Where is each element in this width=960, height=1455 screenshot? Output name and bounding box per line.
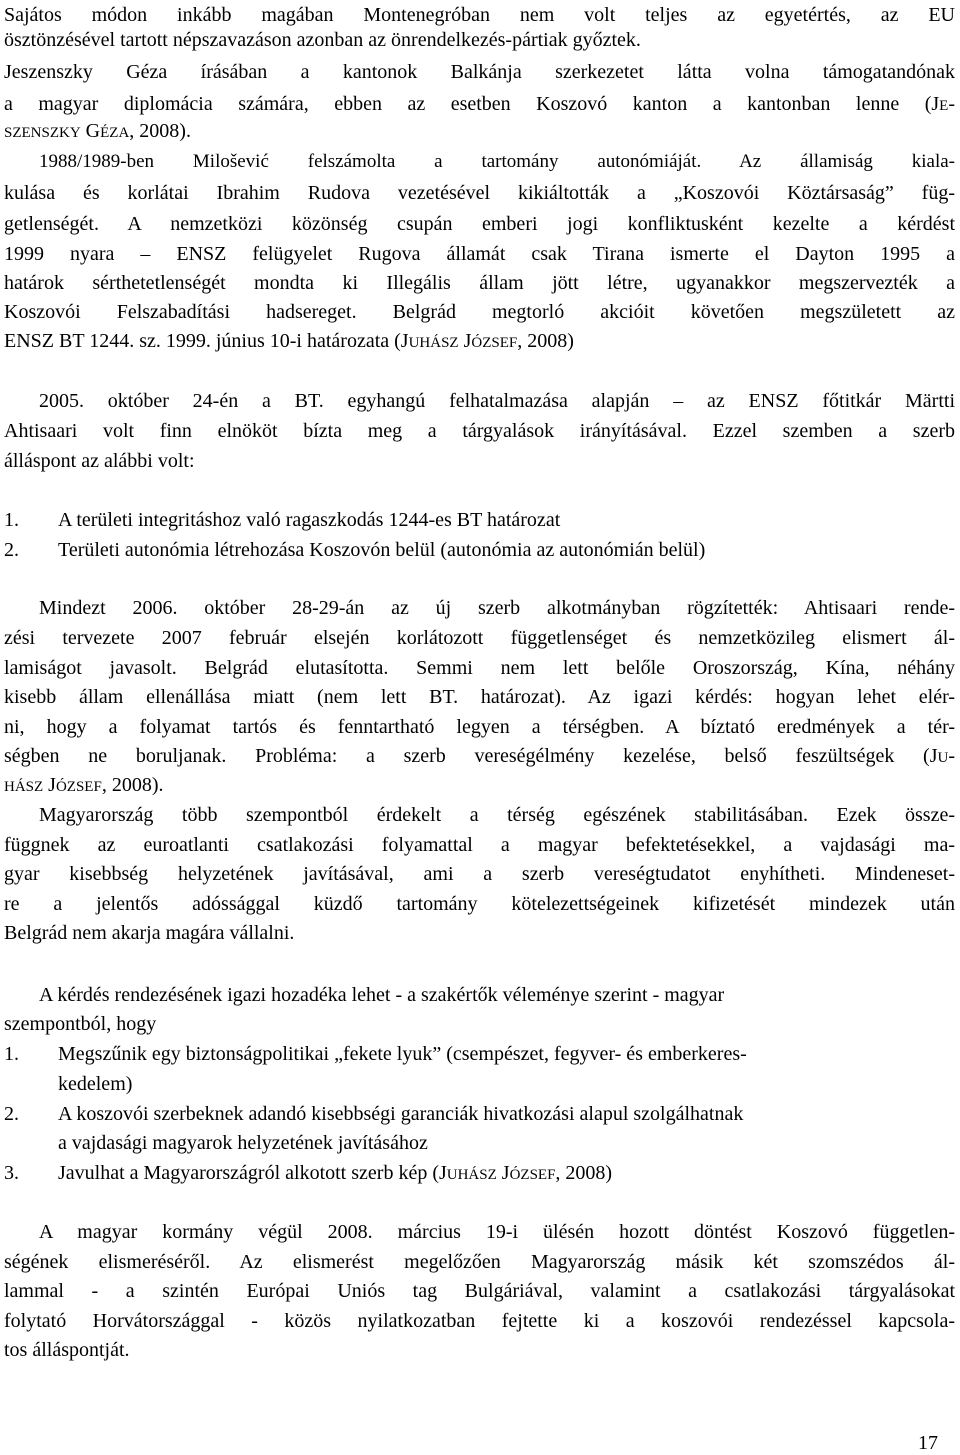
text-line: lamiságot javasolt. Belgrád elutasította. Semmi nem lett belőle Oroszország, Kína, néhány bbox=[4, 657, 955, 679]
text-line: 1999 nyara – ENSZ felügyelet Rugova államát csak Tirana ismerte el Dayton 1995 a bbox=[4, 243, 955, 265]
text-line: Magyarország több szempontból érdekelt a térség egészének stabilitásában. Ezek össze- bbox=[39, 804, 955, 826]
text-line: kisebb állam ellenállása miatt (nem lett BT. határozat). Az igazi kérdés: hogyan lehet elér- bbox=[4, 686, 955, 708]
text-line: Belgrád nem akarja magára vállalni. bbox=[4, 922, 295, 944]
text-line: 2005. október 24-én a BT. egyhangú felhatalmazása alapján – az ENSZ főtitkár Märtti bbox=[39, 390, 955, 412]
list-item: 1. Megszűnik egy biztonságpolitikai „fekete lyuk” (csempészet, fegyver- és emberkeres- bbox=[4, 1043, 747, 1065]
text-line: A kérdés rendezésének igazi hozadéka lehet - a szakértők véleménye szerint - magyar bbox=[39, 984, 725, 1006]
text-line: 1988/1989-ben Milošević felszámolta a tartomány autonómiáját. Az államiság kiala- bbox=[39, 151, 955, 172]
text-line: szempontból, hogy bbox=[4, 1013, 157, 1035]
text-line: Jeszenszky Géza írásában a kantonok Balkánja szerkezetet látta volna támogatandónak bbox=[4, 61, 955, 83]
text-line: A magyar kormány végül 2008. március 19-i ülésén hozott döntést Koszovó független- bbox=[39, 1221, 955, 1243]
text-line: kulása és korlátai Ibrahim Rudova vezetésével kikiáltották a „Koszovói Köztársaság” füg- bbox=[4, 182, 955, 204]
text-line: álláspont az alábbi volt: bbox=[4, 450, 195, 472]
page-number: 17 bbox=[918, 1432, 938, 1454]
text-line: Koszovói Felszabadítási hadsereget. Belgrád megtorló akcióit követően megszületett az bbox=[4, 301, 955, 323]
text-line: határok sérthetetlenségét mondta ki Illegális állam jött létre, ugyanakkor megszervezték a bbox=[4, 272, 955, 294]
author-citation: SZENSZKY GÉZA, 2008). bbox=[4, 120, 191, 142]
text-line: Sajátos módon inkább magában Montenegróban nem volt teljes az egyetértés, az EU bbox=[4, 4, 955, 26]
text-line: re a jelentős adóssággal küzdő tartomány kötelezettségeinek kifizetését mindezek után bbox=[4, 893, 955, 915]
text-line: a magyar diplomácia számára, ebben az esetben Koszovó kanton a kantonban lenne (JE- bbox=[4, 93, 955, 115]
list-item-continuation: a vajdasági magyarok helyzetének javításához bbox=[58, 1132, 428, 1154]
text-line: ségének elismeréséről. Az elismerést megelőzően Magyarország másik két szomszédos ál- bbox=[4, 1251, 955, 1273]
text-line: folytató Horvátországgal - közös nyilatkozatban fejtette ki a koszovói rendezéssel kapcsola- bbox=[4, 1310, 955, 1332]
author-citation: HÁSZ JÓZSEF, 2008). bbox=[4, 774, 164, 796]
text-line: gyar kisebbség helyzetének javításával, ami a szerb vereségtudatot enyhítheti. Mindeneset- bbox=[4, 863, 955, 885]
text-line: ségben ne boruljanak. Probléma: a szerb vereségélmény kezelése, belső feszültségek (JU- bbox=[4, 745, 955, 767]
text-line: lammal - a szintén Európai Uniós tag Bulgáriával, valamint a csatlakozási tárgyalásokat bbox=[4, 1280, 955, 1302]
list-item-continuation: kedelem) bbox=[58, 1073, 133, 1095]
text-line: getlenségét. A nemzetközi közönség csupán emberi jogi konfliktusként kezelte a kérdést bbox=[4, 213, 955, 235]
text-line: Ahtisaari volt finn elnököt bízta meg a tárgyalások irányításával. Ezzel szemben a szerb bbox=[4, 420, 955, 442]
list-item: 1. A területi integritáshoz való ragaszkodás 1244-es BT határozat bbox=[4, 509, 561, 531]
list-item: 2. Területi autonómia létrehozása Koszovón belül (autonómia az autonómián belül) bbox=[4, 539, 706, 561]
text-line: függnek az euroatlanti csatlakozási folyamattal a magyar befektetésekkel, a vajdasági ma- bbox=[4, 834, 955, 856]
text-line: zési tervezete 2007 február elsején korlátozott függetlenséget és nemzetközileg elismert ál- bbox=[4, 627, 955, 649]
text-line: ni, hogy a folyamat tartós és fenntartható legyen a térségben. A bíztató eredmények a tér- bbox=[4, 716, 955, 738]
text-line: ösztönzésével tartott népszavazáson azonban az önrendelkezés-pártiak győztek. bbox=[4, 29, 641, 51]
list-item: 2. A koszovói szerbeknek adandó kisebbségi garanciák hivatkozási alapul szolgálhatnak bbox=[4, 1103, 744, 1125]
text-line: Mindezt 2006. október 28-29-án az új szerb alkotmányban rögzítették: Ahtisaari rende- bbox=[39, 597, 955, 619]
text-line: tos álláspontját. bbox=[4, 1339, 130, 1361]
text-line: ENSZ BT 1244. sz. 1999. június 10-i határozata (JUHÁSZ JÓZSEF, 2008) bbox=[4, 330, 574, 352]
list-item: 3. Javulhat a Magyarországról alkotott szerb kép (JUHÁSZ JÓZSEF, 2008) bbox=[4, 1162, 613, 1184]
